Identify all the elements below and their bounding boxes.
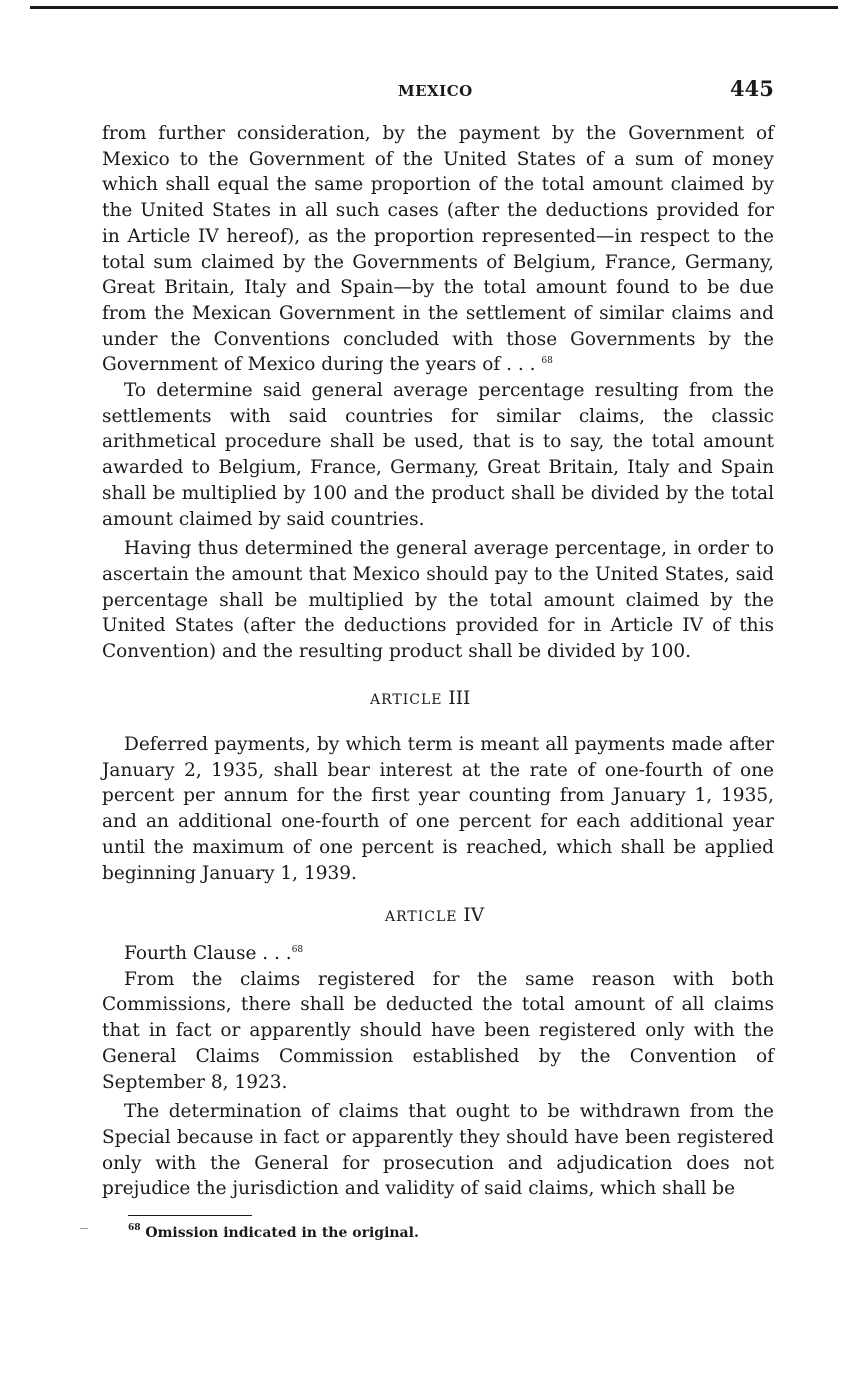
footnote-rule xyxy=(128,1215,252,1216)
paragraph-deductions: From the claims registered for the same reason with both Commissions, there shall be deducted the total amount of all claims that in fact or apparently should have been registered only with the General Claims Commission established by the Convention of September 8, 1923. xyxy=(102,968,774,1093)
article-number: IV xyxy=(463,905,485,926)
paragraph-amount-calculation: Having thus determined the general average percentage, in order to ascertain the amount that Mexico should pay to the United States, said percentage shall be multiplied by the total amount claimed by the United States (after the deductions provided for in Article IV of this Convention) and the resulting product shall be divided by 100. xyxy=(102,538,774,663)
paragraph-average-percentage: To determine said general average percentage resulting from the settlements with said countries for similar claims, the classic arithmetical procedure shall be used, that is to say, the total amount awarded to Belgium, France, Germany, Great Britain, Italy and Spain shall be multiplied by 100 and the product shall be divided by the total amount claimed by said countries. xyxy=(102,380,774,530)
footnote-number: 68 xyxy=(128,1223,141,1233)
margin-mark xyxy=(80,1228,88,1229)
text-block-continuation xyxy=(102,121,774,665)
article-4-body xyxy=(102,941,774,1202)
article-word: ARTICLE xyxy=(370,692,443,708)
footnote-ref: 68 xyxy=(541,356,553,367)
paragraph-determination: The determination of claims that ought to be withdrawn from the Special because in fact or apparently they should have been registered only with the General for prosecution and adjudication does not prejudice the jurisdiction and validity of said claims, which shall be xyxy=(102,1101,774,1200)
top-rule xyxy=(30,6,838,9)
article-4-heading xyxy=(385,905,484,926)
article-word: ARTICLE xyxy=(385,909,458,925)
footnote-text: Omission indicated in the original. xyxy=(145,1225,419,1241)
article-3-body xyxy=(102,732,774,886)
paragraph-continuation xyxy=(102,121,774,378)
article-number: III xyxy=(448,688,471,709)
footnote xyxy=(128,1225,419,1241)
clause-text: Fourth Clause . . . xyxy=(124,943,292,964)
paragraph-text: from further consideration, by the payment by the Government of Mexico to the Government of the United States of a sum of money which shall equal the same proportion of the total amount claimed by the United States in all such cases (after the deductions provided for in Article IV hereof), as the proportion represented—in respect to the total sum claimed by the Governments of Belgium, France, Germany, Great Britain, Italy and Spain—by the total amount found to be due from the Mexican Government in the settlement of similar claims and under the Conventions concluded with those Governments by the Government of Mexico during the years of . . . xyxy=(102,123,774,376)
page-number: 445 xyxy=(730,76,774,101)
clause-line xyxy=(102,941,774,967)
article-3-heading xyxy=(370,688,470,709)
footnote-ref: 68 xyxy=(291,945,304,955)
paragraph-deferred-payments: Deferred payments, by which term is meant all payments made after January 2, 1935, shall bear interest at the rate of one-fourth of one percent per annum for the first year counting from January 1, 1935, and an additional one-fourth of one percent for each additional year until the maximum of one percent is reached, which shall be applied beginning January 1, 1939. xyxy=(102,734,774,884)
running-head: MEXICO xyxy=(398,82,473,100)
